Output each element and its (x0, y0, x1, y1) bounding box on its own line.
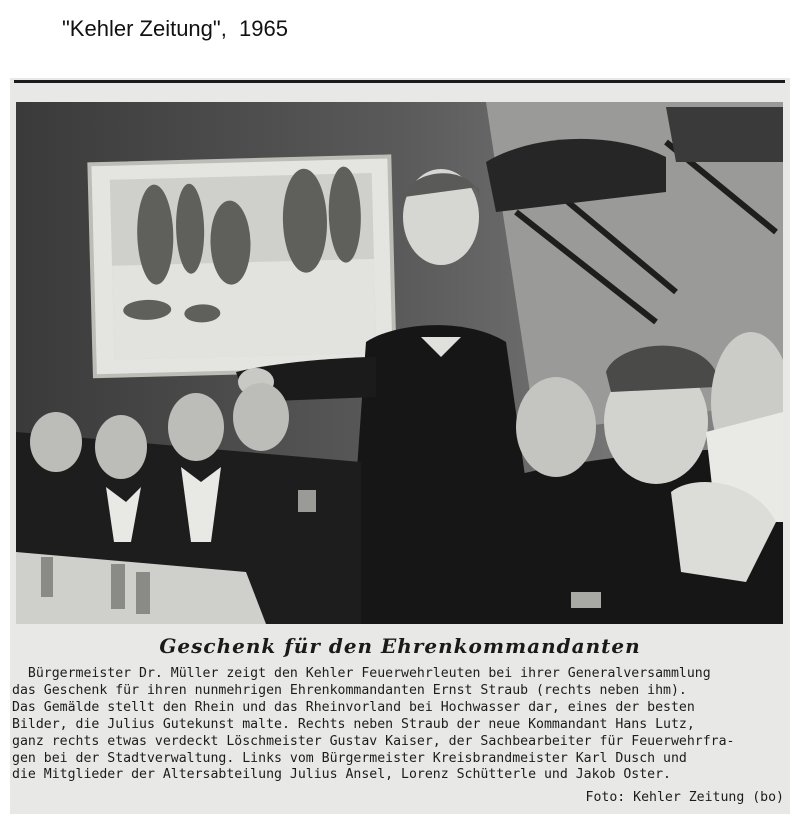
newspaper-clipping (10, 78, 790, 814)
caption-line: gen bei der Stadtverwaltung. Links vom Bürgermeister Kreisbrandmeister Karl Dusch und (12, 750, 687, 766)
caption-line: ganz rechts etwas verdeckt Löschmeister Gustav Kaiser, der Sachbearbeiter für Feuerwehrfra- (12, 733, 735, 749)
press-photo (16, 102, 783, 624)
caption-line: Bürgermeister Dr. Müller zeigt den Kehler Feuerwehrleuten bei ihrer Generalversammlung (12, 666, 711, 681)
caption-line: die Mitglieder der Altersabteilung Julius Ansel, Lorenz Schütterle und Jakob Oster. (12, 767, 671, 783)
caption-line: Das Gemälde stellt den Rhein und das Rheinvorland bei Hochwasser dar, eines der besten (12, 699, 695, 715)
source-label: "Kehler Zeitung", 1965 (62, 16, 288, 41)
divider-rule (14, 80, 785, 83)
photo-credit: Foto: Kehler Zeitung (bo) (585, 790, 784, 805)
article-headline: Geschenk für den Ehrenkommandanten (159, 634, 641, 658)
article-caption (12, 666, 790, 784)
caption-line: Bilder, die Julius Gutekunst malte. Rechts neben Straub der neue Kommandant Hans Lutz, (12, 716, 695, 732)
caption-line: das Geschenk für ihren nunmehrigen Ehrenkommandanten Ernst Straub (rechts neben ihm). (12, 682, 687, 698)
painting (89, 156, 394, 376)
